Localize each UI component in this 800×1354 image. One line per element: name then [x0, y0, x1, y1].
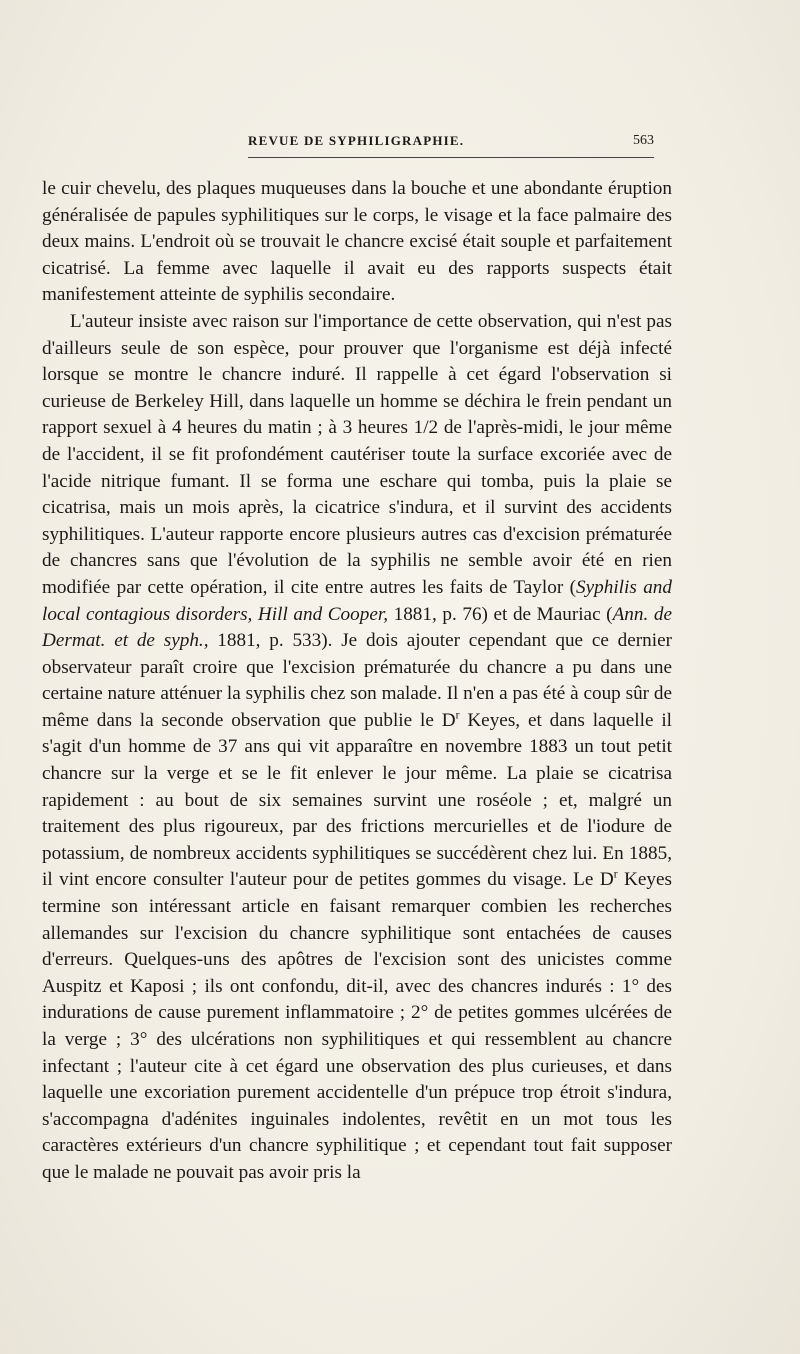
paragraph-2-part-d: Keyes, et dans laquelle il s'agit d'un homme de 37 ans qui vit apparaître en novembre 1883 un tout petit chancre sur la verge et se le fit enlever le jour même. La plaie se cicatrisa rapidement : au bout de six semaines survint une roséole ; et, malgré un traitement des plus rigoureux, par des frictions mercurielles et de l'iodure de potassium, de nombreux accidents syphilitiques se succédèrent chez lui. En 1885, il vint encore consulter l'auteur pour de petites gommes du visage. Le D — [42, 709, 672, 891]
paragraph-2-part-b: 1881, p. 76) et de Mauriac ( — [388, 603, 613, 625]
page-number: 563 — [633, 133, 654, 148]
paragraph-2-part-e: Keyes termine son intéressant article en faisant remarquer combien les recherches allemandes sur l'excision du chancre syphilitique sont entachées de causes d'erreurs. Quelques-uns des apôtres de l'excision sont des unicistes comme Auspitz et Kaposi ; ils ont confondu, dit-il, avec des chancres indurés : 1° des indurations de cause purement inflammatoire ; 2° de petites gommes ulcérées de la verge ; 3° des ulcérations non syphilitiques et qui ressemblent au chancre infectant ; l'auteur cite à cet égard une observation des plus curieuses, et dans laquelle une excoriation purement accidentelle d'un prépuce trop étroit s'indura, s'accompagna d'adénites inguinales indolentes, revêtit en un mot tous les caractères extérieurs d'un chancre syphilitique ; et cependant tout fait supposer que le malade ne pouvait pas avoir pris la — [42, 869, 672, 1183]
running-title: REVUE DE SYPHILIGRAPHIE. — [248, 133, 465, 148]
paragraph-2 — [42, 309, 672, 1187]
header-rule — [248, 157, 654, 158]
body-text — [42, 176, 672, 1187]
doctor-superscript: r — [613, 869, 618, 882]
reference-mauriac: Ann. de Dermat. et de syph. — [42, 603, 672, 652]
paragraph-1: le cuir chevelu, des plaques muqueuses dans la bouche et une abondante éruption généralisée de papules syphilitiques sur le corps, le visage et la face palmaire des deux mains. L'endroit où se trouvait le chancre excisé était souple et parfaitement cicatrisé. La femme avec laquelle il avait eu des rapports suspects était manifestement atteinte de syphilis secondaire. — [42, 178, 672, 306]
doctor-superscript: r — [455, 709, 460, 722]
paragraph-2-part-a: L'auteur insiste avec raison sur l'importance de cette observation, qui n'est pas d'ailleurs seule de son espèce, pour prouver que l'organisme est déjà infecté lorsque se montre le chancre induré. Il rappelle à cet égard l'observation si curieuse de Berkeley Hill, dans laquelle un homme se déchira le frein pendant un rapport sexuel à 4 heures du matin ; à 3 heures 1/2 de l'après-midi, le jour même de l'accident, il se fit profondément cautériser toute la surface excoriée avec de l'acide nitrique fumant. Il se forma une eschare qui tomba, puis la plaie se cicatrisa, mais un mois après, la cicatrice s'indura, et il survint des accidents syphilitiques. L'auteur rapporte encore plusieurs autres cas d'excision prématurée de chancres sans que l'évolution de la syphilis ne semble avoir été en rien modifiée par cette opération, il cite entre autres les faits de Taylor ( — [42, 310, 672, 598]
paragraph-2-part-c: , 1881, p. 533). Je dois ajouter cependant que ce dernier observateur paraît croire que l'excision prématurée du chancre a pu dans une certaine nature atténuer la syphilis chez son malade. Il n'en a pas été à coup sûr de même dans la seconde observation que publie le D — [42, 630, 673, 731]
reference-taylor: Syphilis and local contagious disorders, Hill and Cooper, — [42, 576, 672, 625]
